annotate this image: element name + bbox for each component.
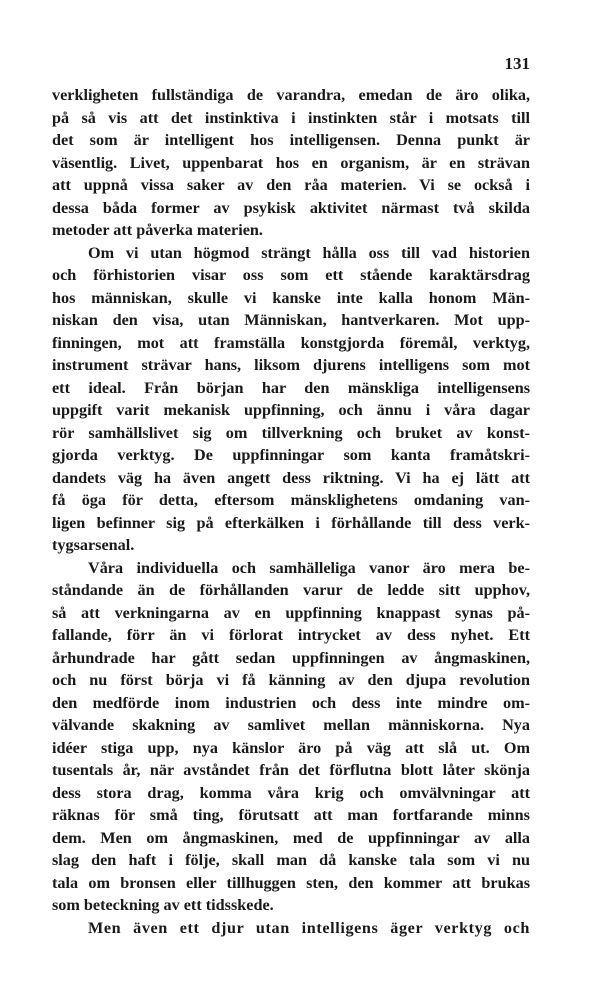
text-line: gjorda verktyg. De uppfinningar som kanta framåtskri- (52, 446, 530, 464)
text-line: räknas för små ting, förutsatt att man fortfarande minns (52, 806, 530, 824)
text-line: Våra individuella och samhälleliga vanor äro mera be- (88, 558, 530, 577)
text-line: det som är intelligent hos intelligensen. Denna punkt är (52, 131, 530, 149)
text-line: ligen befinner sig på efterkälken i förhållande till dess verk- (52, 513, 530, 532)
body-text (52, 84, 530, 939)
text-line: få öga för detta, eftersom mänsklighetens omdaning van- (52, 491, 530, 509)
text-line: tusentals år, när avståndet från det förflutna blott låter skönja (52, 761, 530, 779)
text-line: rör samhällslivet sig om tillverkning och bruket av konst- (52, 423, 530, 442)
text-line: slag den haft i följe, skall man då kanske tala som vi nu (52, 851, 530, 869)
text-line: tala om bronsen eller tillhuggen sten, den kommer att brukas (52, 873, 530, 892)
text-line: dess stora drag, komma våra krig och omvälvningar att (52, 783, 530, 802)
text-line: fallande, förr än vi förlorat intrycket av dess nyhet. Ett (52, 626, 530, 644)
text-line: metoder att påverka materien. (52, 221, 263, 239)
text-line: att uppnå vissa saker av den råa materien. Vi se också i (52, 176, 530, 194)
text-line: verkligheten fullständiga de varandra, emedan de äro olika, (52, 86, 530, 104)
text-line: hos människan, skulle vi kanske inte kalla honom Män- (52, 288, 530, 307)
text-line: ett ideal. Från början har den mänskliga intelligensens (52, 378, 530, 397)
page-number: 131 (504, 54, 530, 73)
text-line: väsentlig. Livet, uppenbarat hos en organism, är en strävan (52, 153, 530, 172)
text-line: dandets väg ha även angett dess riktning. Vi ha ej lätt att (52, 468, 530, 487)
text-line: och förhistorien visar oss som ett stående karaktärsdrag (52, 266, 530, 284)
text-line: så att verkningarna av en uppfinning knappast synas på- (52, 603, 530, 622)
text-line: ståndande än de förhållanden varur de ledde sitt upphov, (52, 581, 530, 599)
text-line: tygsarsenal. (52, 536, 135, 554)
text-line: den medförde inom industrien och dess inte mindre om- (52, 693, 530, 712)
text-line: dessa båda former av psykisk aktivitet närmast två skilda (52, 198, 530, 217)
text-line: välvande skakning av samlivet mellan människorna. Nya (52, 716, 530, 734)
text-line: niskan den visa, utan Människan, hantverkaren. Mot upp- (52, 311, 530, 329)
text-line: och nu först börja vi få känning av den djupa revolution (52, 671, 530, 689)
text-line: dem. Men om ångmaskinen, med de uppfinningar av alla (52, 828, 530, 847)
text-line: finningen, mot att framställa konstgjorda föremål, verktyg, (52, 333, 530, 352)
text-line: instrument strävar hans, liksom djurens intelligens som mot (52, 356, 530, 374)
text-line: Om vi utan högmod strängt hålla oss till vad historien (88, 243, 530, 262)
text-line: idéer stiga upp, nya känslor äro på väg att slå ut. Om (52, 738, 530, 757)
text-line: århundrade har gått sedan uppfinningen av ångmaskinen, (52, 648, 530, 667)
text-line: Men även ett djur utan intelligens äger verktyg och (88, 918, 530, 937)
text-line: som beteckning av ett tidsskede. (52, 896, 274, 914)
text-line: uppgift varit mekanisk uppfinning, och ännu i våra dagar (52, 401, 530, 419)
text-line: på så vis att det instinktiva i instinkten står i motsats till (52, 108, 530, 127)
